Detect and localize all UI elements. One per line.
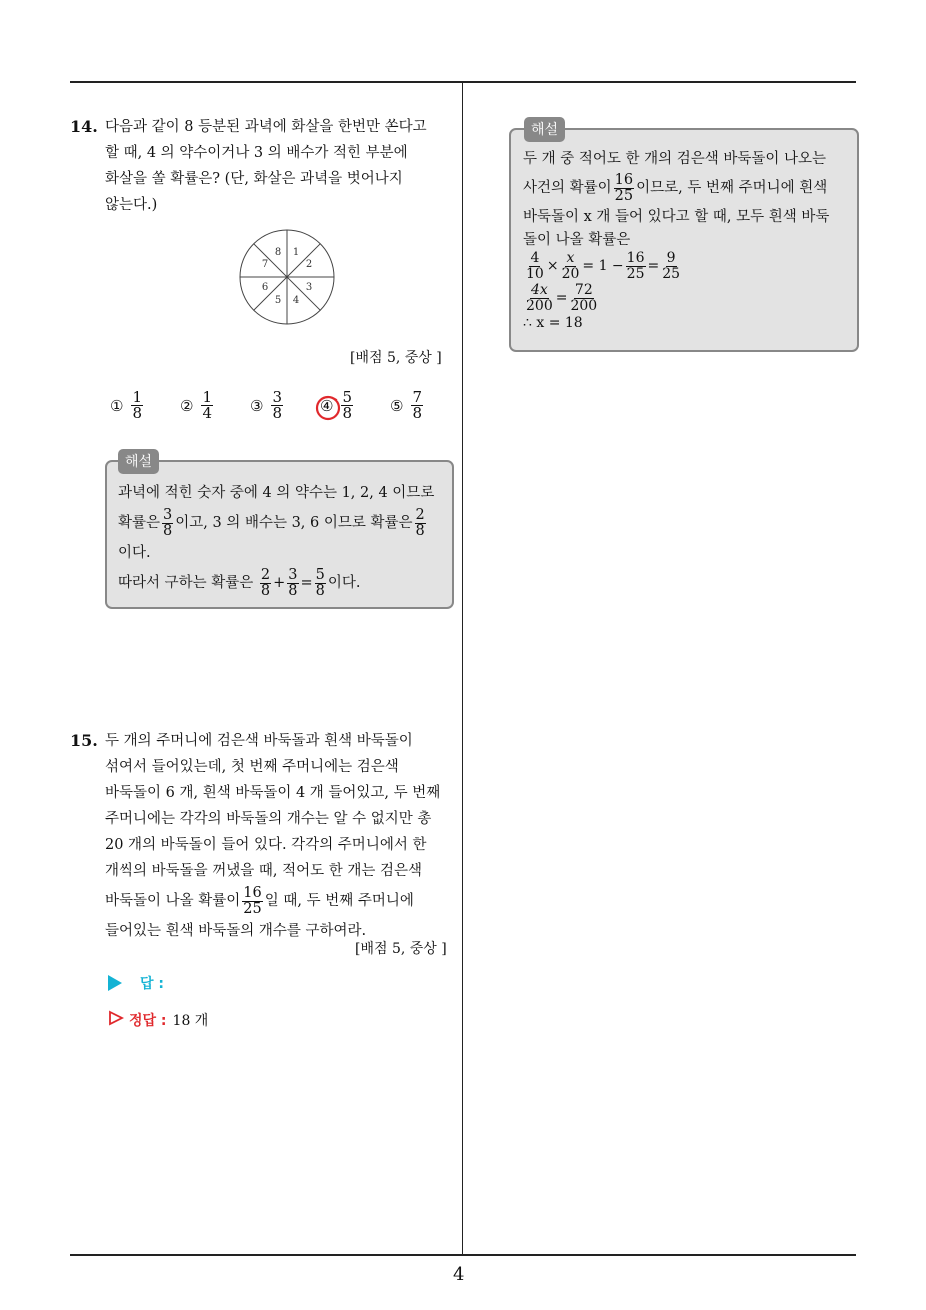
q15-line: 두 개의 주머니에 검은색 바둑돌과 흰색 바둑돌이 <box>105 733 413 749</box>
sol15-eq3: ∴ x = 18 <box>523 315 583 331</box>
sol14-frac: $\frac{3}{8}$ <box>288 566 298 599</box>
q15-line: 바둑돌이 6 개, 흰색 바둑돌이 4 개 들어있고, 두 번째 <box>105 785 441 801</box>
choice-den: 4 <box>202 404 212 422</box>
sol15-frac: $\frac{16}{25}$ <box>614 171 634 204</box>
sol15-line3: 바둑돌이 x 개 들어 있다고 할 때, 모두 흰색 바둑 <box>523 209 830 225</box>
sol15-eq1: $\frac{4}{10}$ × $\frac{x}{20}$ = 1 − $\frac{16}{25}$ = $\frac{9}{25}$ <box>526 249 681 282</box>
correct-row <box>108 1010 208 1030</box>
q14-score: [배점 5, 중상 ] <box>350 350 442 366</box>
choice-mark: ② <box>180 396 194 415</box>
choice-2[interactable] <box>180 390 215 421</box>
q15-line: 20 개의 바둑돌이 들어 있다. 각각의 주머니에서 한 <box>105 837 427 853</box>
q15-line: 주머니에는 각각의 바둑돌의 개수는 알 수 없지만 총 <box>105 811 432 827</box>
q15-line: 바둑돌이 나올 확률이 $\frac{16}{25}$ 일 때, 두 번째 주머니에 <box>105 884 414 917</box>
q15-text <box>105 728 465 944</box>
choice-1[interactable] <box>110 390 145 421</box>
wheel-label-1: 1 <box>292 247 300 258</box>
q15-number: 15. <box>70 731 98 750</box>
q15-solution-box <box>509 128 859 352</box>
q15-score: [배점 5, 중상 ] <box>355 941 447 957</box>
q15-solution-tag: 해설 <box>524 117 565 142</box>
choice-num: 3 <box>272 388 282 406</box>
correct-value: 18 개 <box>172 1013 209 1029</box>
answer-label: 답 : <box>140 976 164 992</box>
wheel-label-5: 5 <box>274 295 282 306</box>
choice-den: 8 <box>342 404 352 422</box>
sol15-line4: 돌이 나올 확률은 <box>523 232 631 248</box>
choice-den: 8 <box>412 404 422 422</box>
choice-num: 1 <box>132 388 142 406</box>
sol14-line4: 따라서 구하는 확률은 $\frac{2}{8}$ + $\frac{3}{8}$ = $\frac{5}{8}$ 이다. <box>118 566 361 599</box>
q14-line: 않는다.) <box>105 197 158 213</box>
correct-label: 정답 : <box>129 1013 167 1029</box>
choice-3[interactable] <box>250 390 285 421</box>
choice-mark: ⑤ <box>390 396 404 415</box>
choice-mark: ④ <box>320 396 334 415</box>
sol15-line2: 사건의 확률이 $\frac{16}{25}$ 이므로, 두 번째 주머니에 흰색 <box>523 171 828 204</box>
column-divider <box>462 83 463 1255</box>
sol15-eq2: $\frac{4x}{200}$ = $\frac{72}{200}$ <box>526 281 598 314</box>
wheel-label-2: 2 <box>305 259 313 270</box>
q14-line: 화살을 쏠 확률은? (단, 화살은 과녁을 벗어나지 <box>105 171 403 187</box>
q14-number: 14. <box>70 117 98 136</box>
play-icon <box>108 975 122 991</box>
q15-line: 개씩의 바둑돌을 꺼냈을 때, 적어도 한 개는 검은색 <box>105 863 423 879</box>
bottom-rule <box>70 1254 856 1256</box>
answer-circle-mark <box>313 393 343 423</box>
wheel-label-8: 8 <box>274 247 282 258</box>
wheel-label-6: 6 <box>261 282 269 293</box>
sol14-line3: 이다. <box>118 545 151 561</box>
q14-line: 할 때, 4 의 약수이거나 3 의 배수가 적힌 부분에 <box>105 145 408 161</box>
top-rule <box>70 81 856 83</box>
answer-row <box>108 973 164 993</box>
choice-den: 8 <box>132 404 142 422</box>
q15-frac: $\frac{16}{25}$ <box>243 884 262 917</box>
outline-play-icon <box>108 1010 124 1030</box>
page-number: 4 <box>453 1264 465 1285</box>
sol14-frac: $\frac{2}{8}$ <box>260 566 271 599</box>
q14-solution-box <box>105 460 454 609</box>
choice-5[interactable] <box>390 390 425 421</box>
sol14-line1: 과녁에 적힌 숫자 중에 4 의 약수는 1, 2, 4 이므로 <box>118 485 435 501</box>
sol14-frac: $\frac{3}{8}$ <box>163 506 173 539</box>
choice-num: 5 <box>342 388 352 406</box>
choice-mark: ① <box>110 396 124 415</box>
choice-num: 7 <box>412 388 422 406</box>
q15-line: 섞여서 들어있는데, 첫 번째 주머니에는 검은색 <box>105 759 399 775</box>
q15-line: 들어있는 흰색 바둑돌의 개수를 구하여라. <box>105 923 367 939</box>
sol14-frac: $\frac{2}{8}$ <box>415 506 425 539</box>
choice-num: 1 <box>202 388 212 406</box>
wheel-label-7: 7 <box>261 259 269 270</box>
sol14-frac: $\frac{5}{8}$ <box>315 566 325 599</box>
q14-line: 다음과 같이 8 등분된 과녁에 화살을 한번만 쏜다고 <box>105 119 427 135</box>
wheel-label-4: 4 <box>292 295 300 306</box>
choice-den: 8 <box>272 404 282 422</box>
sol15-line1: 두 개 중 적어도 한 개의 검은색 바둑돌이 나오는 <box>523 151 827 167</box>
q14-solution-tag: 해설 <box>118 449 159 474</box>
target-wheel <box>232 227 342 327</box>
wheel-label-3: 3 <box>305 282 313 293</box>
sol14-line2: 확률은 $\frac{3}{8}$ 이고, 3 의 배수는 3, 6 이므로 확률은 $\frac{2}{8}$ <box>118 506 425 539</box>
choice-mark: ③ <box>250 396 264 415</box>
q14-text <box>105 114 455 218</box>
